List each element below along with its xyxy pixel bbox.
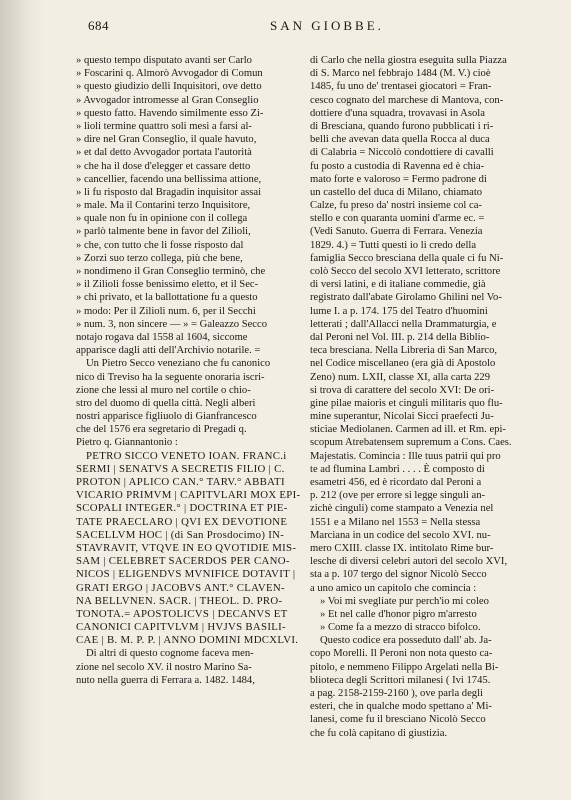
text-line: 1485, fu uno de' trentasei giocatori = Fran- (310, 81, 492, 93)
text-line: » il Zilioli fosse benissimo eletto, et il Sec- (76, 279, 259, 291)
text-line: Marciana in un codice del secolo XVI. nu- (310, 529, 491, 541)
text-line: che del 1576 era segretario di Pregadi q. (76, 424, 247, 436)
text-line: sta a p. 107 tergo del signor Nicolò Secco (310, 569, 487, 581)
text-line: » quale non fu in opinione con il collega (76, 213, 248, 225)
text-line: di versi latini, e di italiane commedie, già (310, 279, 486, 291)
inscription-line: CANONICI CAPITVLVM | HVJVS BASILI- (76, 621, 286, 634)
running-title: SAN GIOBBE. (270, 18, 384, 33)
text-line: di Calabria = Niccolò condottiere di cavalli (310, 147, 494, 159)
text-line: » et dal detto Avvogador portata l'autorità (76, 147, 252, 159)
text-line: nico di Treviso ha la seguente onoraria iscri- (76, 371, 265, 383)
inscription-line: SERMI | SENATVS A SECRETIS FILIO | C. (76, 462, 285, 475)
text-line: belli che avevan data quella Rocca al duca (310, 134, 490, 146)
inscription-line: GRATI ERGO | JACOBVS ANT.° CLAVEN- (76, 581, 285, 594)
text-line: » Foscarini q. Almorò Avvogador di Comun (76, 68, 263, 80)
text-line: esteri, che in qualche modo spettano a' Mi- (310, 701, 492, 713)
text-line: registrato dall'abate Girolamo Ghilini nel Vo- (310, 292, 502, 304)
text-line: gine pilae maioris et cinguli militaris quo flu- (310, 397, 503, 409)
text-line: » li fu risposto dal Bragadin inquisitor assai (76, 186, 262, 198)
text-line: di Carlo che nella giostra eseguita sulla Piazza (310, 55, 507, 66)
text-line: » lioli termine quattro soli mesi a farsi al- (76, 120, 252, 132)
text-line: Questo codice era posseduto dall' ab. Ja- (320, 635, 492, 647)
text-line: fu posto a custodia di Ravenna ed è chia- (310, 160, 485, 172)
text-line: » parlò talmente bene in favor del Zilioli, (76, 226, 251, 238)
text-line: te ad flumina Lambri . . . . È composto di (310, 463, 485, 475)
text-line: notajo rogava dal 1558 al 1604, siccome (76, 331, 248, 343)
text-line: » modo: Per il Zilioli num. 6, per il Secchi (76, 305, 256, 317)
text-line: a uno amico un capitolo che comincia : (310, 582, 477, 594)
text-line: di Bresciana, quando furono pubblicati i ri- (310, 120, 494, 132)
text-line: 1551 e a Milano nel 1553 = Nella stessa (310, 516, 481, 528)
text-line: letterati ; dall'Allacci nella Drammaturgia, e (310, 318, 497, 330)
text-line: che fu colà capitano di giustizia. (310, 727, 448, 739)
text-line: » questo tempo disputato avanti ser Carlo (76, 55, 252, 66)
text-line: » Avvogador intromesse al Gran Conseglio (76, 94, 259, 106)
poem-line: » Come fa a mezzo di stracco bifolco. (320, 622, 481, 634)
text-line: di S. Marco nel febbrajo 1484 (M. V.) cioè (310, 68, 491, 80)
text-line: dal Peroni nel Vol. III. p. 214 della Biblio- (310, 331, 490, 343)
text-line: » male. Ma il Contarini terzo Inquisitore, (76, 200, 251, 212)
text-line: mero CXIII. classe IX. intitolato Rime bur- (310, 542, 494, 554)
text-line: (Vedi Sanuto. Guerra di Ferrara. Venezia (310, 226, 483, 238)
text-line: stello e con quaranta uomini d'arme ec. = (310, 213, 485, 225)
text-line: lume I. a p. 174. 175 del Teatro d'huomini (310, 305, 488, 317)
text-line: » dire nel Gran Conseglio, il quale havuto, (76, 134, 257, 146)
text-line: » che, con tutto che li fosse risposto dal (76, 239, 244, 251)
text-line: » questo fatto. Havendo similmente esso Zi- (76, 107, 264, 119)
text-line: p. 212 (ove per errore si legge singuli an- (310, 490, 486, 502)
inscription-line: NA BELLVNEN. SACR. | THEOL. D. PRO- (76, 594, 283, 607)
inscription-line: SAM | CELEBRET SACERDOS PER CANO- (76, 555, 290, 568)
text-line: dottiere d'una squadra, trovavasi in Asola (310, 107, 485, 119)
text-line: zichè cinguli) come stampato a Venezia nel (310, 503, 494, 515)
text-line: nel Codice miscellaneo (era già di Apostolo (310, 358, 496, 370)
text-line: » Zorzi suo terzo collega, più che bene, (76, 252, 243, 264)
text-line: esametri 456, ed è ricordato dal Peroni a (310, 477, 482, 488)
inscription-line: NICOS | ELIGENDVS MVNIFICE DOTAVIT | (76, 568, 296, 581)
text-line: Un Pietro Secco veneziano che fu canonico (86, 358, 271, 370)
text-line: » che ha il dose d'elegger et cassare detto (76, 160, 251, 172)
inscription-line: TONOTA.= APOSTOLICVS | DECANVS ET (76, 607, 288, 620)
right-column (310, 54, 542, 740)
text-line: lesche di diversi celebri autori del secolo XVI, (310, 556, 508, 568)
text-line: 1829. 4.) = Tutti questi io li credo della (310, 239, 477, 251)
text-line: nostri apparisce figliuolo di Gianfrancesco (76, 411, 257, 423)
text-line: Di altri di questo cognome faceva men- (86, 648, 254, 660)
text-line: teca bresciana. Nella Libreria di San Marco, (310, 345, 498, 357)
poem-line: » Et nel calle d'honor pigro m'arresto (320, 608, 477, 620)
text-line: Majestatis. Comincia : Ille tuus patrii qui pro (310, 450, 501, 462)
poem-line: » Voi mi svegliate pur perch'io mi coleo (320, 595, 489, 607)
text-line: » cancellier, facendo una bellissima attione, (76, 173, 262, 185)
text-line: famiglia Secco bresciana della quale ci fu Ni- (310, 252, 504, 264)
text-line: sticiae Mediolanen. Carmen ad ill. et Rm. epi- (310, 424, 506, 436)
text-line: nuto nella guerra di Ferrara a. 1482. 1484, (76, 674, 255, 686)
text-line: scopum Atrebatensem supremum a Cons. Caes. (310, 437, 512, 449)
text-line: » nondimeno il Gran Conseglio terminò, che (76, 266, 266, 277)
inscription-line: STAVRAVIT, VTQVE IN EO QVOTIDIE MIS- (76, 541, 297, 554)
text-line: si trova di carattere del secolo XVI: De ori- (310, 384, 495, 396)
page-header (0, 18, 571, 38)
inscription-line: SACELLVM HOC | (di San Prosdocimo) IN- (76, 528, 285, 541)
text-line: mine superantur, Nicolai Sicci praefecti Ju- (310, 411, 494, 423)
text-line: zione nel secolo XV. il nostro Marino Sa- (76, 661, 252, 673)
text-line: » questo giudizio delli Inquisitori, ove detto (76, 81, 262, 93)
text-line: zione che lessi al muro nel cortile o chio- (76, 384, 251, 396)
inscription-line: CAE | B. M. P. P. | ANNO DOMINI MDCXLVI. (76, 634, 299, 647)
inscription-block (76, 450, 304, 648)
text-line: stro del duomo di quella città. Negli alberi (76, 397, 256, 409)
inscription-line: TATE PRAECLARO | QVI EX DEVOTIONE (76, 515, 288, 528)
text-line: Calze, fu preso da' nostri insieme col ca- (310, 200, 482, 212)
page-gutter-shadow (0, 0, 44, 800)
inscription-line: PETRO SICCO VENETO IOAN. FRANC.i (86, 449, 287, 462)
text-line: un castello del duca di Milano, chiamato (310, 186, 483, 198)
inscription-line: SCOPALI INTEGER.° | DOCTRINA ET PIE- (76, 502, 288, 515)
text-line: mato forte e valoroso = Fermo padrone di (310, 173, 487, 185)
text-line: cesco cognato del marchese di Mantova, con- (310, 94, 504, 106)
text-line: a pag. 2158-2159-2160 ), ove parla degli (310, 688, 483, 699)
text-line: apparisce dagli atti dell'Archivio notarile. = (76, 345, 261, 357)
text-line: » chi privato, et la ballottatione fu a questo (76, 292, 258, 304)
text-line: Pietro q. Giannantonio : (76, 437, 178, 449)
left-column (76, 54, 304, 687)
text-line: copo Morelli. Il Peroni non nota questo ca- (310, 648, 493, 660)
text-line: » num. 3, non sincere — » = Galeazzo Secco (76, 318, 268, 330)
text-line: lanesi, come fu il bresciano Nicolò Secco (310, 714, 486, 726)
text-line: Zeno) num. LXII, classe XI, alla carta 229 (310, 371, 491, 383)
text-line: pitolo, e nemmeno Filippo Argelati nella Bi- (310, 661, 499, 673)
inscription-line: PROTON | APLICO CAN.° TARV.° ABBATI (76, 476, 285, 488)
text-line: blioteca degli Scrittori milanesi ( Ivi 1745. (310, 674, 491, 686)
page-number: 684 (88, 18, 109, 33)
inscription-line: VICARIO PRIMVM | CAPITVLARI MOX EPI- (76, 489, 301, 502)
text-line: colò Secco del secolo XVI letterato, scrittore (310, 266, 501, 277)
